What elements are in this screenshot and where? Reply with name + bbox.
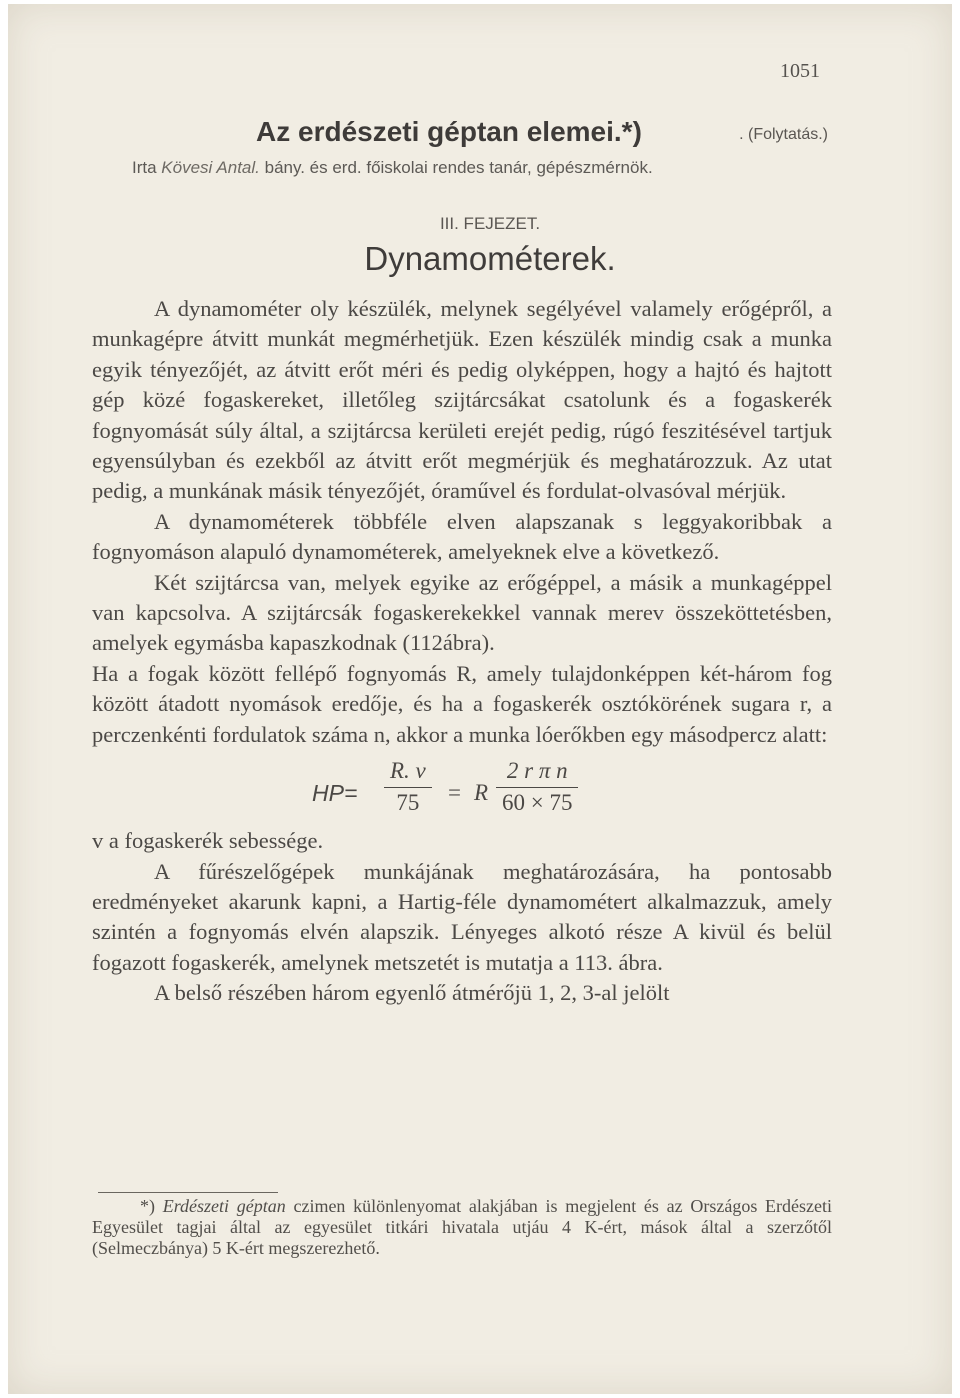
fraction-numerator: 2 r π n — [496, 756, 578, 787]
footnote-italic: Erdészeti géptan — [162, 1196, 286, 1216]
article-title: Az erdészeti géptan elemei.*) — [256, 116, 642, 147]
formula-fraction-1 — [384, 756, 432, 818]
footnote-rule — [98, 1192, 278, 1193]
footnote — [92, 1196, 832, 1259]
formula — [92, 756, 832, 826]
chapter-heading: III. FEJEZET. — [439, 214, 541, 233]
section-title: Dynamométerek. — [364, 240, 616, 277]
paragraph: A dynamométerek többféle elven alapszanak s leggyakoribbak a fognyomáson alapuló dynamométerek, amelyeknek elve a következő. — [92, 508, 832, 565]
formula-r: R — [474, 780, 489, 806]
byline-suffix: bány. és erd. főiskolai rendes tanár, gépészmérnök. — [259, 158, 653, 177]
continued-note: . (Folytatás.) — [739, 126, 828, 143]
byline-prefix: Irta — [132, 158, 162, 177]
fraction-denominator: 60 × 75 — [502, 789, 573, 815]
page-number: 1051 — [780, 60, 820, 82]
paragraph: Két szijtárcsa van, melyek egyike az erőgéppel, a másik a munkagéppel van kapcsolva. A szijtárcsák fogaskerekekkel vannak merev összeköttetésben, amelyek egymásba kapaszkodnak (112ábra). — [92, 569, 832, 656]
paragraph: Ha a fogak között fellépő fognyomás R, amely tulajdonképpen két-három fog között átadott nyomások eredője, és ha a fogaskerék osztókörének sugara r, a perczenkénti fordulatok száma n, akkor a munka lóerőkben egy másodpercz alatt: — [92, 660, 832, 747]
formula-lhs: HP= — [312, 780, 358, 807]
byline-author: Kövesi Antal. — [161, 158, 260, 177]
paragraph: A belső részében három egyenlő átmérőjü 1, 2, 3-al jelölt — [154, 980, 670, 1006]
footnote-mark: *) — [140, 1196, 163, 1216]
byline — [132, 158, 653, 178]
page — [8, 4, 952, 1394]
body-text — [92, 294, 832, 1009]
formula-equals: = — [448, 780, 461, 806]
formula-note: v a fogaskerék sebessége. — [92, 828, 324, 854]
fraction-numerator: R. v — [384, 756, 432, 787]
paragraph: A fűrészelőgépek munkájának meghatározására, ha pontosabb eredményeket akarunk kapni, a Hartig-féle dynamométert alkalmazzuk, amely szintén a fognyomás elvén alapszik. Lényeges alkotó része A kivül és belül fogazott fogaskerék, amelynek metszetét is mutatja a 113. ábra. — [92, 858, 832, 975]
formula-fraction-2 — [496, 756, 578, 818]
title-row — [8, 116, 952, 156]
paragraph: A dynamométer oly készülék, melynek segélyével valamely erőgépről, a munkagépre átvitt munkát megmérhetjük. Ezen készülék mindig csak a munka egyik tényezőjét, az átvitt erőt méri és pedig olyképpen, hogy a hajtó és hajtott gép közé fogaskereket, illetőleg szijtárcsákat csatolunk és a fogaskerék fognyomását súly által, a szijtárcsa kerületi erejét pedig, rúgó feszitésével tartjuk egyensúlyban és ezekből az átvitt erőt megmérjük és meghatározzuk. Az utat pedig, a munkának másik tényezőjét, óraművel és fordulat-olvasóval mérjük. — [92, 296, 832, 504]
fraction-denominator: 75 — [396, 789, 420, 815]
footnote-text: czimen különlenyomat alakjában is megjelent és az Országos Erdészeti Egyesület tagjai által az egyesület titkári hivatala utjáu 4 K-ért, mások által a szerzőtől (Selmeczbánya) 5 K-ért megszerezhető. — [92, 1196, 832, 1258]
